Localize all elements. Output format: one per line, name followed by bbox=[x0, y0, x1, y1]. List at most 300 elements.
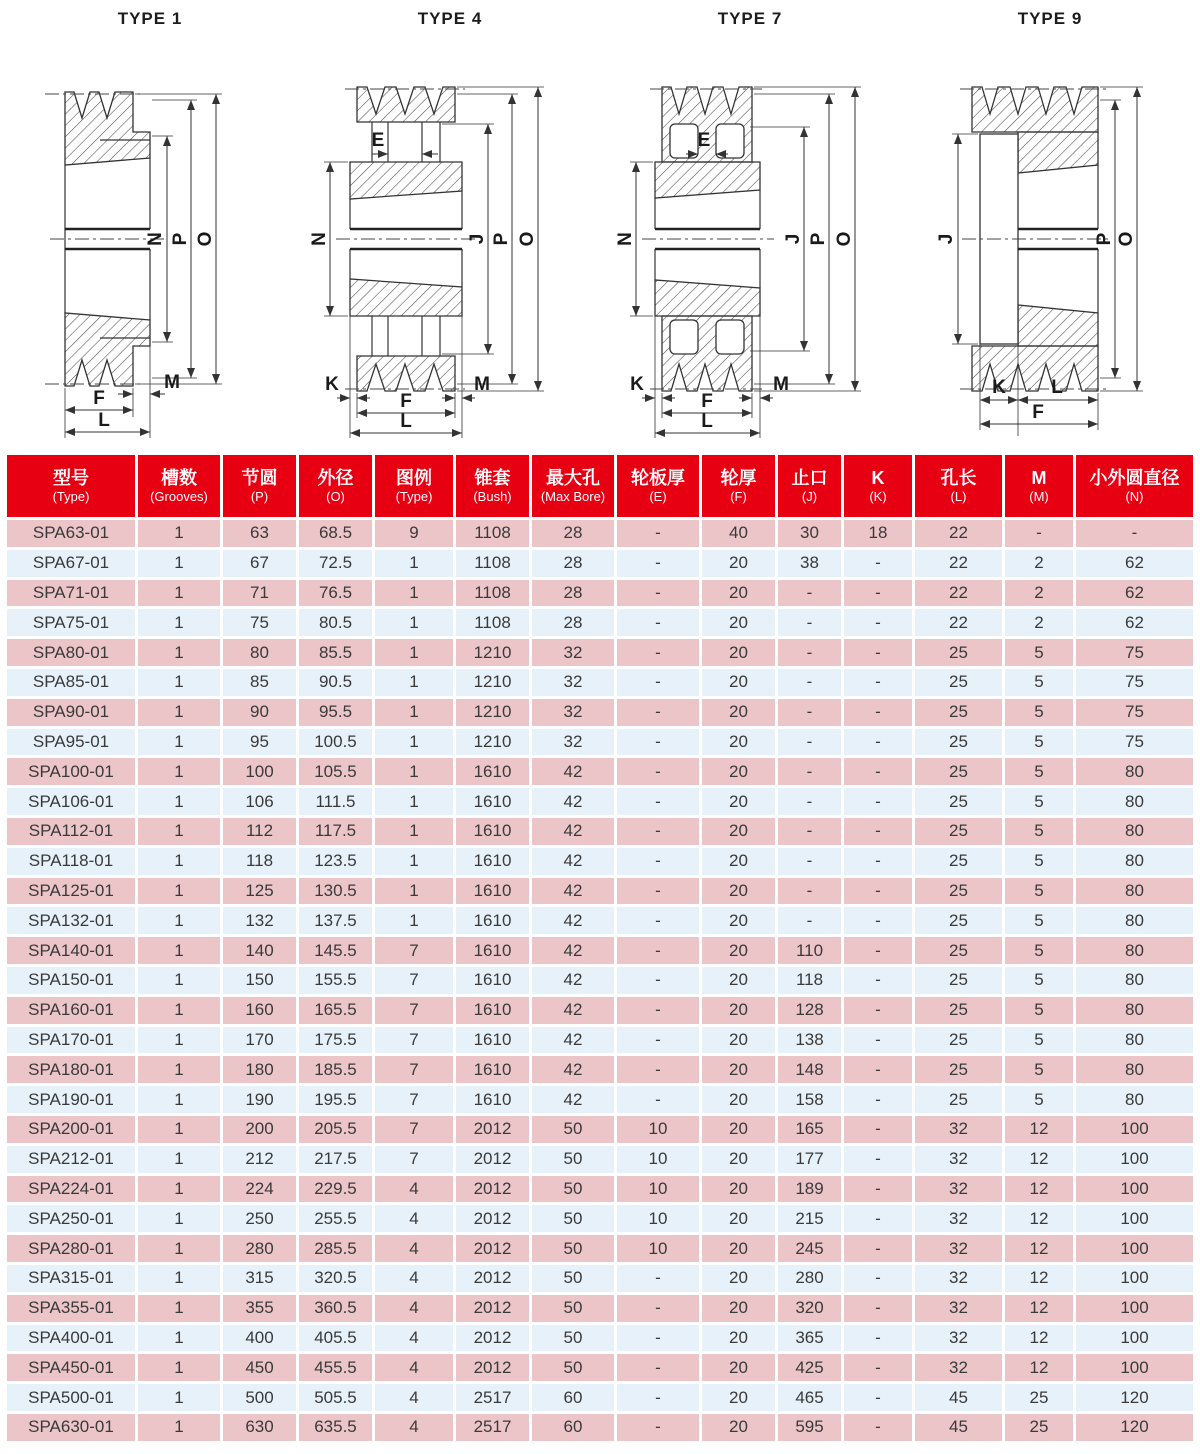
table-cell: 80 bbox=[223, 639, 296, 666]
table-cell: 455.5 bbox=[299, 1354, 372, 1381]
table-cell: 20 bbox=[702, 788, 775, 815]
column-header-zh: 图例 bbox=[396, 468, 432, 488]
table-cell: 7 bbox=[375, 1086, 453, 1113]
table-cell: - bbox=[844, 1235, 912, 1262]
table-row bbox=[7, 1146, 1193, 1173]
dim-label-k: K bbox=[325, 374, 339, 395]
table-row bbox=[7, 848, 1193, 875]
table-cell: 250 bbox=[223, 1205, 296, 1232]
table-cell: - bbox=[617, 639, 699, 666]
table-cell: 320 bbox=[778, 1295, 841, 1322]
table-row bbox=[7, 669, 1193, 696]
table-cell: - bbox=[617, 1384, 699, 1411]
table-cell: 20 bbox=[702, 699, 775, 726]
table-cell: 38 bbox=[778, 550, 841, 577]
table-row bbox=[7, 1027, 1193, 1054]
table-cell: 68.5 bbox=[299, 520, 372, 547]
table-cell: - bbox=[844, 699, 912, 726]
table-cell: - bbox=[617, 1027, 699, 1054]
table-cell: 25 bbox=[1005, 1384, 1073, 1411]
table-cell: SPA118-01 bbox=[7, 848, 135, 875]
table-cell: - bbox=[844, 1295, 912, 1322]
table-cell: 25 bbox=[915, 818, 1002, 845]
table-cell: 355 bbox=[223, 1295, 296, 1322]
table-cell: - bbox=[844, 639, 912, 666]
table-cell: 12 bbox=[1005, 1235, 1073, 1262]
table-cell: 20 bbox=[702, 669, 775, 696]
table-cell: 180 bbox=[223, 1056, 296, 1083]
table-cell: 130.5 bbox=[299, 878, 372, 905]
table-cell: SPA630-01 bbox=[7, 1414, 135, 1441]
table-cell: 80 bbox=[1076, 1027, 1193, 1054]
table-cell: 60 bbox=[532, 1414, 614, 1441]
table-cell: 595 bbox=[778, 1414, 841, 1441]
table-cell: 20 bbox=[702, 639, 775, 666]
table-cell: 1 bbox=[138, 818, 220, 845]
table-cell: - bbox=[844, 848, 912, 875]
table-cell: - bbox=[778, 639, 841, 666]
column-header-en: (P) bbox=[250, 489, 269, 504]
table-cell: 7 bbox=[375, 997, 453, 1024]
table-cell: 32 bbox=[915, 1295, 1002, 1322]
table-cell: SPA112-01 bbox=[7, 818, 135, 845]
table-cell: 85.5 bbox=[299, 639, 372, 666]
table-cell: 42 bbox=[532, 1056, 614, 1083]
type4-title: TYPE 4 bbox=[417, 9, 483, 28]
table-row bbox=[7, 967, 1193, 994]
column-header bbox=[138, 455, 220, 517]
dim-label-f: F bbox=[400, 391, 412, 412]
table-cell: 80 bbox=[1076, 758, 1193, 785]
table-cell: 1 bbox=[138, 639, 220, 666]
table-row bbox=[7, 1205, 1193, 1232]
table-cell: 42 bbox=[532, 1086, 614, 1113]
dim-label-p: P bbox=[491, 232, 512, 246]
table-cell: 20 bbox=[702, 907, 775, 934]
table-cell: 20 bbox=[702, 1325, 775, 1352]
table-cell: 32 bbox=[915, 1176, 1002, 1203]
table-cell: 20 bbox=[702, 1176, 775, 1203]
table-cell: 32 bbox=[915, 1325, 1002, 1352]
dim-label-n: N bbox=[309, 232, 330, 246]
table-cell: 1610 bbox=[456, 937, 529, 964]
table-cell: 90 bbox=[223, 699, 296, 726]
table-cell: - bbox=[844, 967, 912, 994]
table-cell: 128 bbox=[778, 997, 841, 1024]
table-cell: - bbox=[844, 1354, 912, 1381]
table-cell: 80 bbox=[1076, 967, 1193, 994]
table-cell: 20 bbox=[702, 1295, 775, 1322]
table-row bbox=[7, 1116, 1193, 1143]
table-cell: 2 bbox=[1005, 580, 1073, 607]
table-cell: 25 bbox=[915, 848, 1002, 875]
table-cell: 360.5 bbox=[299, 1295, 372, 1322]
column-header-en: (L) bbox=[950, 489, 967, 504]
table-cell: 285.5 bbox=[299, 1235, 372, 1262]
table-cell: 75 bbox=[1076, 699, 1193, 726]
table-cell: SPA71-01 bbox=[7, 580, 135, 607]
table-cell: - bbox=[617, 699, 699, 726]
table-cell: 25 bbox=[915, 699, 1002, 726]
table-cell: 10 bbox=[617, 1205, 699, 1232]
table-cell: 10 bbox=[617, 1176, 699, 1203]
table-row bbox=[7, 788, 1193, 815]
dim-label-e: E bbox=[697, 130, 711, 151]
table-cell: - bbox=[617, 1325, 699, 1352]
table-cell: - bbox=[617, 967, 699, 994]
table-cell: 45 bbox=[915, 1384, 1002, 1411]
dim-label-n: N bbox=[145, 232, 166, 246]
dim-label-l: L bbox=[701, 411, 713, 432]
table-cell: 1 bbox=[138, 550, 220, 577]
table-cell: 10 bbox=[617, 1146, 699, 1173]
table-cell: - bbox=[617, 1354, 699, 1381]
table-cell: 160 bbox=[223, 997, 296, 1024]
table-body bbox=[7, 520, 1193, 1441]
table-cell: 155.5 bbox=[299, 967, 372, 994]
table-cell: 189 bbox=[778, 1176, 841, 1203]
table-cell: 4 bbox=[375, 1265, 453, 1292]
table-cell: 1 bbox=[138, 907, 220, 934]
table-cell: 32 bbox=[532, 669, 614, 696]
table-cell: 175.5 bbox=[299, 1027, 372, 1054]
table-row bbox=[7, 937, 1193, 964]
table-cell: 9 bbox=[375, 520, 453, 547]
table-cell: 1 bbox=[138, 1414, 220, 1441]
table-cell: 75 bbox=[1076, 669, 1193, 696]
table-cell: 42 bbox=[532, 818, 614, 845]
table-cell: 1 bbox=[375, 580, 453, 607]
table-cell: 76.5 bbox=[299, 580, 372, 607]
table-cell: 320.5 bbox=[299, 1265, 372, 1292]
column-header bbox=[844, 455, 912, 517]
table-cell: SPA90-01 bbox=[7, 699, 135, 726]
table-cell: 1210 bbox=[456, 669, 529, 696]
table-cell: 2517 bbox=[456, 1414, 529, 1441]
table-cell: 7 bbox=[375, 1027, 453, 1054]
dim-label-e: E bbox=[371, 130, 385, 151]
table-cell: 75 bbox=[1076, 639, 1193, 666]
table-cell: SPA224-01 bbox=[7, 1176, 135, 1203]
column-header bbox=[375, 455, 453, 517]
table-cell: - bbox=[778, 669, 841, 696]
table-cell: 22 bbox=[915, 609, 1002, 636]
spec-table bbox=[4, 452, 1196, 1444]
table-cell: 106 bbox=[223, 788, 296, 815]
table-cell: 18 bbox=[844, 520, 912, 547]
table-cell: SPA106-01 bbox=[7, 788, 135, 815]
table-cell: 120 bbox=[1076, 1414, 1193, 1441]
table-cell: 1 bbox=[375, 639, 453, 666]
dim-label-f: F bbox=[93, 388, 105, 409]
table-cell: 500 bbox=[223, 1384, 296, 1411]
table-cell: 20 bbox=[702, 1265, 775, 1292]
table-row bbox=[7, 1354, 1193, 1381]
table-row bbox=[7, 818, 1193, 845]
column-header bbox=[532, 455, 614, 517]
table-cell: 505.5 bbox=[299, 1384, 372, 1411]
table-row bbox=[7, 1325, 1193, 1352]
table-cell: 140 bbox=[223, 937, 296, 964]
table-cell: 100 bbox=[223, 758, 296, 785]
table-cell: 42 bbox=[532, 758, 614, 785]
table-cell: 60 bbox=[532, 1384, 614, 1411]
table-row bbox=[7, 907, 1193, 934]
table-cell: 100 bbox=[1076, 1146, 1193, 1173]
table-cell: 190 bbox=[223, 1086, 296, 1113]
table-cell: 1610 bbox=[456, 758, 529, 785]
table-cell: - bbox=[1076, 520, 1193, 547]
column-header-en: (F) bbox=[730, 489, 747, 504]
table-cell: 32 bbox=[915, 1116, 1002, 1143]
table-cell: 40 bbox=[702, 520, 775, 547]
table-cell: 45 bbox=[915, 1414, 1002, 1441]
table-cell: 1610 bbox=[456, 788, 529, 815]
table-cell: - bbox=[617, 1295, 699, 1322]
table-cell: 20 bbox=[702, 1384, 775, 1411]
table-cell: 1 bbox=[375, 818, 453, 845]
column-header bbox=[1005, 455, 1073, 517]
table-cell: 5 bbox=[1005, 997, 1073, 1024]
table-cell: 4 bbox=[375, 1235, 453, 1262]
type7-title: TYPE 7 bbox=[717, 9, 783, 28]
table-cell: 22 bbox=[915, 520, 1002, 547]
table-cell: SPA200-01 bbox=[7, 1116, 135, 1143]
table-cell: 4 bbox=[375, 1354, 453, 1381]
table-cell: 32 bbox=[532, 699, 614, 726]
table-cell: 1 bbox=[138, 1354, 220, 1381]
table-cell: - bbox=[844, 729, 912, 756]
table-cell: 1610 bbox=[456, 1086, 529, 1113]
table-cell: 1 bbox=[375, 878, 453, 905]
table-cell: 20 bbox=[702, 580, 775, 607]
dim-label-l: L bbox=[1051, 377, 1063, 398]
table-cell: 1610 bbox=[456, 1056, 529, 1083]
table-cell: 100 bbox=[1076, 1295, 1193, 1322]
table-cell: SPA450-01 bbox=[7, 1354, 135, 1381]
table-cell: 4 bbox=[375, 1205, 453, 1232]
table-header bbox=[7, 455, 1193, 517]
table-cell: 212 bbox=[223, 1146, 296, 1173]
table-cell: 110 bbox=[778, 937, 841, 964]
table-cell: - bbox=[778, 818, 841, 845]
table-row bbox=[7, 729, 1193, 756]
table-cell: - bbox=[778, 878, 841, 905]
table-cell: 20 bbox=[702, 818, 775, 845]
table-cell: 1 bbox=[138, 609, 220, 636]
table-cell: 132 bbox=[223, 907, 296, 934]
table-cell: 120 bbox=[1076, 1384, 1193, 1411]
column-header-zh: 轮厚 bbox=[720, 468, 757, 488]
table-cell: 105.5 bbox=[299, 758, 372, 785]
dim-label-f: F bbox=[1032, 402, 1044, 423]
table-cell: 1 bbox=[138, 788, 220, 815]
table-cell: 75 bbox=[1076, 729, 1193, 756]
dim-label-n: N bbox=[615, 232, 636, 246]
table-cell: - bbox=[778, 848, 841, 875]
table-cell: 1108 bbox=[456, 520, 529, 547]
table-cell: 2012 bbox=[456, 1176, 529, 1203]
table-cell: 28 bbox=[532, 580, 614, 607]
dim-label-o: O bbox=[834, 231, 855, 247]
table-cell: 72.5 bbox=[299, 550, 372, 577]
table-cell: 50 bbox=[532, 1235, 614, 1262]
table-cell: 20 bbox=[702, 550, 775, 577]
table-cell: 1 bbox=[375, 699, 453, 726]
table-cell: 25 bbox=[915, 1086, 1002, 1113]
dim-label-f: F bbox=[701, 391, 713, 412]
table-cell: 75 bbox=[223, 609, 296, 636]
table-cell: 315 bbox=[223, 1265, 296, 1292]
column-header bbox=[915, 455, 1002, 517]
diagram-section bbox=[0, 0, 1200, 452]
table-cell: 20 bbox=[702, 1354, 775, 1381]
column-header-en: (Max Bore) bbox=[540, 489, 606, 504]
table-cell: 32 bbox=[915, 1354, 1002, 1381]
table-cell: 32 bbox=[915, 1235, 1002, 1262]
table-cell: 1 bbox=[138, 1295, 220, 1322]
table-cell: 20 bbox=[702, 878, 775, 905]
table-row bbox=[7, 1265, 1193, 1292]
table-cell: 1 bbox=[375, 758, 453, 785]
column-header-zh: M bbox=[1031, 468, 1047, 488]
table-cell: 80 bbox=[1076, 1086, 1193, 1113]
table-cell: 1 bbox=[138, 580, 220, 607]
dim-label-m: M bbox=[474, 374, 490, 395]
table-cell: SPA315-01 bbox=[7, 1265, 135, 1292]
table-cell: 32 bbox=[915, 1205, 1002, 1232]
table-cell: 5 bbox=[1005, 729, 1073, 756]
table-cell: 1108 bbox=[456, 580, 529, 607]
table-cell: 5 bbox=[1005, 878, 1073, 905]
table-cell: - bbox=[844, 609, 912, 636]
table-cell: 200 bbox=[223, 1116, 296, 1143]
table-cell: 1 bbox=[138, 1265, 220, 1292]
table-row bbox=[7, 1086, 1193, 1113]
table-cell: 1 bbox=[138, 1235, 220, 1262]
table-cell: 67 bbox=[223, 550, 296, 577]
table-cell: 20 bbox=[702, 1235, 775, 1262]
table-cell: - bbox=[844, 758, 912, 785]
table-cell: 2012 bbox=[456, 1265, 529, 1292]
table-cell: 123.5 bbox=[299, 848, 372, 875]
column-header bbox=[223, 455, 296, 517]
table-cell: 20 bbox=[702, 1116, 775, 1143]
table-cell: - bbox=[844, 1205, 912, 1232]
table-cell: SPA95-01 bbox=[7, 729, 135, 756]
table-cell: 1 bbox=[138, 1116, 220, 1143]
table-cell: 32 bbox=[915, 1146, 1002, 1173]
table-cell: 245 bbox=[778, 1235, 841, 1262]
table-cell: 20 bbox=[702, 1056, 775, 1083]
table-cell: 100 bbox=[1076, 1116, 1193, 1143]
table-cell: - bbox=[844, 669, 912, 696]
table-cell: 28 bbox=[532, 520, 614, 547]
table-cell: - bbox=[844, 550, 912, 577]
table-cell: 22 bbox=[915, 550, 1002, 577]
table-cell: 7 bbox=[375, 1056, 453, 1083]
column-header-zh: 槽数 bbox=[161, 468, 197, 488]
table-cell: 100 bbox=[1076, 1325, 1193, 1352]
table-cell: - bbox=[617, 878, 699, 905]
table-cell: - bbox=[778, 699, 841, 726]
table-cell: 25 bbox=[915, 1027, 1002, 1054]
table-cell: 20 bbox=[702, 1146, 775, 1173]
column-header bbox=[299, 455, 372, 517]
table-cell: 5 bbox=[1005, 1086, 1073, 1113]
table-cell: SPA400-01 bbox=[7, 1325, 135, 1352]
table-cell: SPA180-01 bbox=[7, 1056, 135, 1083]
table-cell: - bbox=[617, 520, 699, 547]
table-cell: - bbox=[844, 1116, 912, 1143]
column-header-zh: K bbox=[871, 468, 885, 488]
table-cell: 25 bbox=[915, 758, 1002, 785]
table-cell: 80.5 bbox=[299, 609, 372, 636]
table-cell: - bbox=[844, 580, 912, 607]
table-cell: 4 bbox=[375, 1176, 453, 1203]
table-cell: SPA132-01 bbox=[7, 907, 135, 934]
table-cell: 5 bbox=[1005, 669, 1073, 696]
table-cell: 50 bbox=[532, 1325, 614, 1352]
table-cell: 20 bbox=[702, 609, 775, 636]
column-header-en: (M) bbox=[1029, 489, 1049, 504]
table-cell: 42 bbox=[532, 907, 614, 934]
table-cell: 1 bbox=[138, 699, 220, 726]
table-cell: 85 bbox=[223, 669, 296, 696]
table-cell: 25 bbox=[915, 878, 1002, 905]
table-cell: 90.5 bbox=[299, 669, 372, 696]
table-cell: 80 bbox=[1076, 788, 1193, 815]
table-cell: 25 bbox=[915, 729, 1002, 756]
table-cell: 5 bbox=[1005, 848, 1073, 875]
table-cell: 1 bbox=[138, 1027, 220, 1054]
table-cell: 12 bbox=[1005, 1176, 1073, 1203]
table-cell: 50 bbox=[532, 1205, 614, 1232]
table-cell: - bbox=[844, 1265, 912, 1292]
table-cell: 5 bbox=[1005, 699, 1073, 726]
table-cell: 2517 bbox=[456, 1384, 529, 1411]
table-cell: 7 bbox=[375, 1116, 453, 1143]
table-cell: 450 bbox=[223, 1354, 296, 1381]
table-cell: 195.5 bbox=[299, 1086, 372, 1113]
table-cell: 50 bbox=[532, 1116, 614, 1143]
column-header-zh: 轮板厚 bbox=[631, 468, 685, 488]
table-cell: 10 bbox=[617, 1235, 699, 1262]
pulley-type7-drawing bbox=[600, 32, 900, 442]
table-cell: 1 bbox=[138, 520, 220, 547]
table-cell: 1 bbox=[375, 550, 453, 577]
table-cell: 185.5 bbox=[299, 1056, 372, 1083]
table-cell: - bbox=[617, 580, 699, 607]
table-cell: 20 bbox=[702, 729, 775, 756]
table-cell: 25 bbox=[915, 997, 1002, 1024]
column-header-zh: 小外圆直径 bbox=[1089, 468, 1180, 488]
table-row bbox=[7, 878, 1193, 905]
table-cell: SPA80-01 bbox=[7, 639, 135, 666]
table-cell: SPA280-01 bbox=[7, 1235, 135, 1262]
table-cell: 1 bbox=[375, 907, 453, 934]
table-cell: 1610 bbox=[456, 967, 529, 994]
table-cell: - bbox=[844, 1027, 912, 1054]
table-cell: 635.5 bbox=[299, 1414, 372, 1441]
table-cell: - bbox=[844, 1325, 912, 1352]
table-cell: - bbox=[844, 1384, 912, 1411]
table-cell: 7 bbox=[375, 937, 453, 964]
table-cell: 42 bbox=[532, 788, 614, 815]
table-cell: SPA500-01 bbox=[7, 1384, 135, 1411]
column-header bbox=[456, 455, 529, 517]
table-cell: - bbox=[844, 907, 912, 934]
